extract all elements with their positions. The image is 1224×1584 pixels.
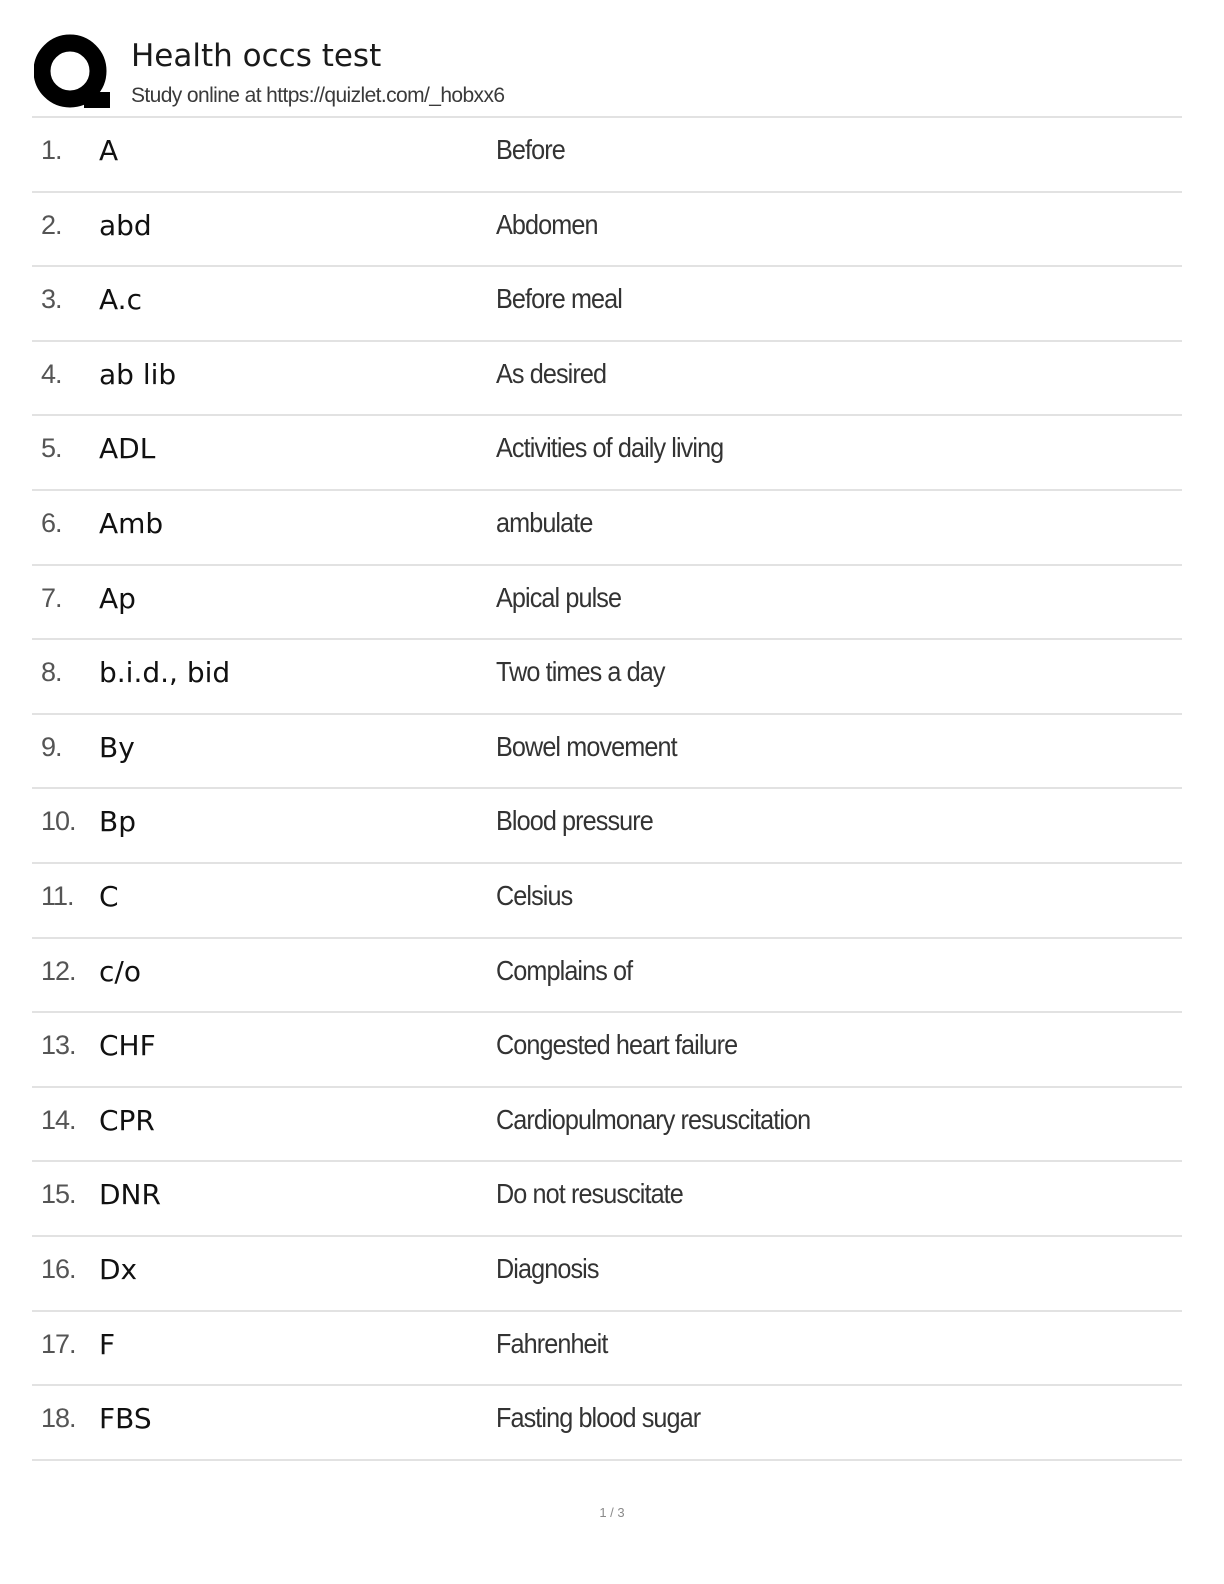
card-definition: Blood pressure (496, 805, 653, 837)
page-indicator: 1 / 3 (599, 1505, 625, 1520)
card-definition: Congested heart failure (496, 1029, 738, 1061)
card-definition: Bowel movement (496, 730, 677, 762)
card-definition: Abdomen (496, 208, 598, 240)
card-definition: Two times a day (496, 656, 665, 688)
card-term: ab lib (99, 357, 177, 391)
flashcard-row (32, 1312, 1182, 1387)
card-number: 16. (41, 1253, 76, 1284)
card-number: 2. (41, 209, 62, 240)
card-number: 9. (41, 731, 62, 762)
flashcard-row (32, 939, 1182, 1014)
card-term: b.i.d., bid (99, 656, 231, 690)
card-number: 8. (41, 657, 62, 688)
card-number: 14. (41, 1104, 76, 1135)
card-definition: ambulate (496, 506, 593, 538)
flashcard-row (32, 193, 1182, 268)
flashcard-row (32, 715, 1182, 790)
card-number: 10. (41, 806, 76, 837)
card-definition: Fasting blood sugar (496, 1402, 701, 1434)
card-term: DNR (99, 1178, 161, 1212)
card-definition: Fahrenheit (496, 1327, 608, 1359)
card-term: C (99, 879, 119, 913)
card-definition: Activities of daily living (496, 432, 724, 464)
card-term: A.c (99, 283, 142, 317)
card-term: c/o (99, 954, 141, 988)
document-header (32, 30, 1182, 116)
card-term: Amb (99, 506, 164, 540)
card-number: 13. (41, 1030, 76, 1061)
card-definition: Do not resuscitate (496, 1178, 683, 1210)
card-number: 5. (41, 433, 62, 464)
flashcard-row (32, 1237, 1182, 1312)
card-number: 7. (41, 582, 62, 613)
card-term: CHF (99, 1029, 156, 1063)
study-online-link[interactable]: Study online at https://quizlet.com/_hobxx6 (131, 84, 505, 107)
card-definition: Complains of (496, 954, 633, 986)
card-term: ADL (99, 432, 156, 466)
card-number: 17. (41, 1328, 76, 1359)
card-term: CPR (99, 1103, 155, 1137)
card-term: By (99, 730, 135, 764)
flashcard-row (32, 118, 1182, 193)
flashcard-row (32, 864, 1182, 939)
flashcard-row (32, 267, 1182, 342)
card-term: FBS (99, 1402, 152, 1436)
flashcard-row (32, 416, 1182, 491)
flashcard-row (32, 1162, 1182, 1237)
card-definition: Apical pulse (496, 581, 622, 613)
card-definition: Celsius (496, 879, 573, 911)
card-number: 15. (41, 1179, 76, 1210)
flashcard-row (32, 1088, 1182, 1163)
flashcard-row (32, 566, 1182, 641)
flashcard-row (32, 789, 1182, 864)
flashcard-row (32, 1386, 1182, 1461)
card-number: 18. (41, 1403, 76, 1434)
card-number: 6. (41, 507, 62, 538)
flashcard-list (32, 118, 1182, 1461)
flashcard-row (32, 1013, 1182, 1088)
card-term: Ap (99, 581, 136, 615)
page-title: Health occs test (131, 38, 382, 74)
card-definition: Before meal (496, 283, 622, 315)
flashcard-row (32, 491, 1182, 566)
card-number: 1. (41, 135, 62, 165)
card-term: Dx (99, 1252, 138, 1286)
card-term: Bp (99, 805, 136, 839)
card-number: 4. (41, 358, 62, 389)
card-definition: Cardiopulmonary resuscitation (496, 1103, 811, 1135)
card-number: 11. (41, 880, 74, 911)
card-term: A (99, 134, 119, 167)
card-number: 3. (41, 284, 62, 315)
quizlet-q-logo-icon (34, 34, 112, 112)
card-definition: Before (496, 134, 565, 165)
flashcard-row (32, 640, 1182, 715)
card-term: F (99, 1327, 116, 1361)
card-definition: As desired (496, 357, 607, 389)
card-number: 12. (41, 955, 76, 986)
card-definition: Diagnosis (496, 1252, 599, 1284)
card-term: abd (99, 208, 152, 242)
flashcard-row (32, 342, 1182, 417)
